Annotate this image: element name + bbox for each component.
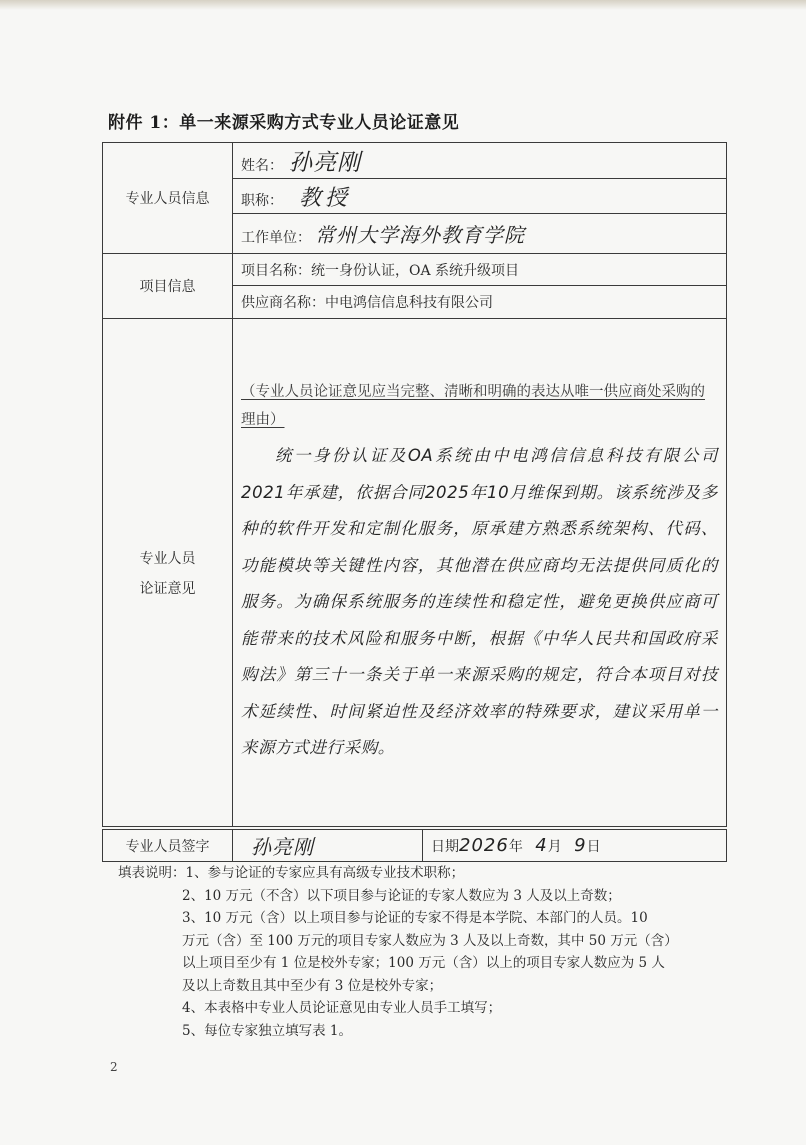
- date-cell: [423, 830, 727, 862]
- title-row: [233, 179, 727, 214]
- unit-label: 工作单位：: [241, 230, 311, 246]
- name-handwritten: 孙亮刚: [289, 150, 361, 176]
- notes-item-3-cont-1: 万元（含）至 100 万元的项目专家人数应为 3 人及以上奇数，其中 50 万元（含）: [182, 932, 678, 949]
- day-unit: 日: [586, 839, 601, 855]
- notes-item-5: 5、每位专家独立填写表 1。: [182, 1022, 352, 1039]
- title-label: 职称：: [241, 192, 283, 209]
- personal-info-label: 专业人员信息: [103, 143, 233, 254]
- notes-item-3-cont-2: 以上项目至少有 1 位是校外专家；100 万元（含）以上的项目专家人数应为 5 人: [182, 955, 665, 971]
- scan-top-shadow: [0, 0, 806, 10]
- title-handwritten: 教授: [299, 185, 352, 211]
- document-title: 附件 1：单一来源采购方式专业人员论证意见: [108, 113, 460, 133]
- unit-handwritten: 常州大学海外教育学院: [315, 223, 525, 247]
- opinion-handwritten-text: 统一身份认证及OA系统由中电鸿信信息科技有限公司2021年承建，依据合同2025年10月维保到期。该系统涉及多种的软件开发和定制化服务，原承建方熟悉系统架构、代码、功能模块等关键性内容，其他潜在供应商均无法提供同质化的服务。为确保系统服务的连续性和稳定性，避免更换供应商可能带来的技术风险和服务中断，根据《中华人民共和国政府采购法》第三十一条关于单一来源采购的规定，符合本项目对技术延续性、时间紧迫性及经济效率的特殊要求，建议采用单一来源方式进行采购。: [241, 446, 718, 758]
- opinion-instruction: （专业人员论证意见应当完整、清晰和明确的表达从唯一供应商处采购的理由）: [241, 384, 705, 429]
- notes-first-line: [118, 862, 688, 885]
- notes-item-3-cont-3: 及以上奇数且其中至少有 3 位是校外专家；: [182, 977, 443, 994]
- signature-row-table: [102, 829, 727, 862]
- name-label: 姓名：: [241, 158, 283, 174]
- project-name-row: [233, 254, 727, 286]
- opinion-cell: [233, 319, 727, 827]
- expert-opinion-form: [102, 142, 727, 827]
- notes-item-4: 4、本表格中专业人员论证意见由专业人员手工填写；: [182, 1000, 502, 1016]
- supplier-value: 中电鸿信信息科技有限公司: [325, 295, 493, 311]
- name-row: [233, 143, 727, 179]
- opinion-label-line2: 论证意见: [139, 580, 196, 597]
- month-unit: 月: [547, 839, 562, 855]
- project-name-label: 项目名称：: [241, 262, 311, 279]
- unit-row: [233, 214, 727, 254]
- notes-item-1: 1、参与论证的专家应具有高级专业技术职称；: [185, 865, 465, 881]
- signature-handwritten: 孙亮刚: [251, 835, 314, 859]
- page-number: 2: [110, 1060, 118, 1074]
- project-info-label: 项目信息: [103, 254, 233, 319]
- notes-item-2: 2、10 万元（不含）以下项目参与论证的专家人数应为 3 人及以上奇数；: [182, 887, 621, 904]
- opinion-label: [103, 319, 233, 827]
- year-unit: 年: [508, 839, 523, 855]
- supplier-label: 供应商名称：: [241, 295, 325, 311]
- date-month: 4: [535, 835, 548, 856]
- supplier-row: [233, 286, 727, 319]
- project-name-value: 统一身份认证，OA 系统升级项目: [311, 262, 520, 279]
- date-day: 9: [574, 835, 587, 856]
- opinion-label-line1: 专业人员: [139, 550, 196, 567]
- signature-cell: [233, 830, 423, 862]
- date-label: 日期: [431, 839, 459, 855]
- notes-item-3: 3、10 万元（含）以上项目参与论证的专家不得是本学院、本部门的人员。10: [182, 910, 648, 926]
- signature-label: 专业人员签字: [103, 830, 233, 862]
- date-year: 2026: [459, 835, 509, 856]
- form-instructions: [118, 862, 688, 1042]
- notes-heading: 填表说明：: [118, 865, 186, 881]
